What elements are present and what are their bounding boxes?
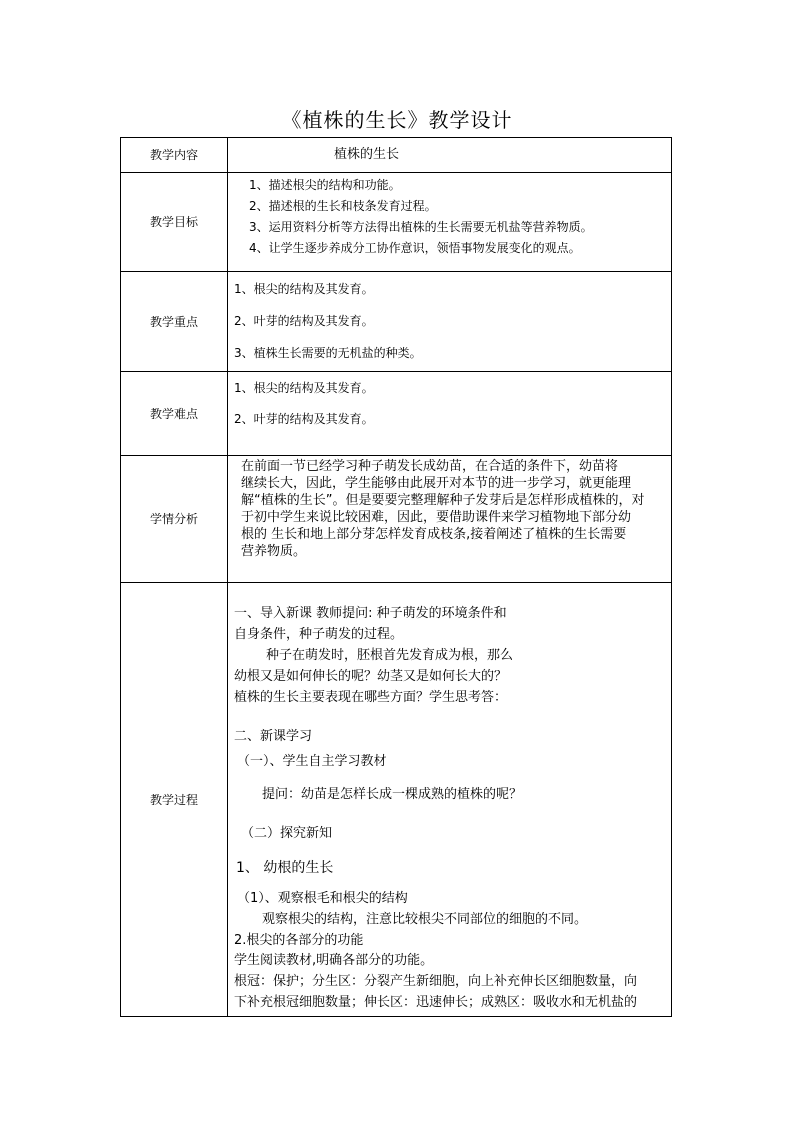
process-line: 幼根又是如何伸长的呢？幼茎又是如何长大的？: [234, 669, 508, 684]
process-line: 观察根尖的结构，注意比较根尖不同部位的细胞的不同。: [262, 912, 588, 927]
label-difficulties: 教学难点: [121, 372, 228, 456]
process-line: （二）探究新知: [241, 826, 333, 841]
analysis-cell: [228, 456, 672, 583]
label-goals: 教学目标: [121, 173, 228, 272]
analysis-line: 在前面一节已经学习种子萌发长成幼苗，在合适的条件下，幼苗将: [241, 459, 619, 474]
difficulty-item: 2、叶芽的结构及其发育。: [234, 412, 374, 426]
process-line: 一、导入新课 教师提问: 种子萌发的环境条件和: [234, 606, 507, 621]
content-text: 植株的生长: [334, 147, 400, 162]
process-line: 1、 幼根的生长: [236, 860, 334, 876]
difficulties-cell: [228, 372, 672, 456]
key-point-item: 2、叶芽的结构及其发育。: [234, 314, 374, 328]
goals-cell: [228, 173, 672, 272]
document-title: 《植株的生长》教学设计: [281, 108, 513, 132]
goal-item: 4、让学生逐步养成分工协作意识，领悟事物发展变化的观点。: [249, 241, 581, 255]
process-line: （一）、学生自主学习教材: [237, 754, 387, 769]
process-line: 二、新课学习: [234, 729, 313, 744]
row-process: [121, 583, 672, 1017]
row-analysis: [121, 456, 672, 583]
analysis-line: 于初中学生来说比较困难，因此，要借助课件来学习植物地下部分幼: [241, 510, 632, 525]
label-process: 教学过程: [121, 583, 228, 1017]
content-cell: [228, 138, 672, 173]
row-key-points: [121, 272, 672, 372]
analysis-line: 继续长大，因此，学生能够由此展开对本节的进一步学习，就更能理: [241, 476, 632, 491]
key-point-item: 1、根尖的结构及其发育。: [234, 282, 374, 296]
row-difficulties: [121, 372, 672, 456]
process-line: 学生阅读教材,明确各部分的功能。: [234, 953, 434, 968]
process-cell: [228, 583, 672, 1017]
process-line: 提问：幼苗是怎样长成一棵成熟的植株的呢？: [262, 787, 523, 802]
difficulty-item: 1、根尖的结构及其发育。: [234, 381, 374, 395]
analysis-line: 营养物质。: [241, 544, 307, 559]
goal-item: 3、运用资料分析等方法得出植株的生长需要无机盐等营养物质。: [249, 220, 593, 234]
label-content: 教学内容: [121, 138, 228, 173]
process-line: 下补充根冠细胞数量；伸长区：迅速伸长；成熟区：吸收水和无机盐的: [234, 995, 638, 1010]
key-point-item: 3、植株生长需要的无机盐的种类。: [234, 346, 422, 360]
analysis-line: 根的 生长和地上部分芽怎样发育成枝条,接着阐述了植株的生长需要: [241, 527, 627, 542]
goal-item: 1、描述根尖的结构和功能。: [249, 178, 401, 192]
process-line: （1）、观察根毛和根尖的结构: [237, 891, 408, 906]
goal-item: 2、描述根的生长和枝条发育过程。: [249, 199, 437, 213]
process-line: 2.根尖的各部分的功能: [234, 933, 364, 948]
label-key-points: 教学重点: [121, 272, 228, 372]
process-line: 植株的生长主要表现在哪些方面？学生思考答：: [234, 690, 508, 705]
lesson-plan-table: [120, 137, 672, 1017]
process-line: 根冠：保护；分生区：分裂产生新细胞，向上补充伸长区细胞数量，向: [234, 974, 638, 989]
process-line: 种子在萌发时，胚根首先发育成为根，那么: [266, 648, 514, 663]
process-line: 自身条件，种子萌发的过程。: [234, 627, 404, 642]
analysis-line: 解“植株的生长”。但是要要完整理解种子发芽后是怎样形成植株的，对: [241, 493, 645, 508]
label-analysis: 学情分析: [121, 456, 228, 583]
key-points-cell: [228, 272, 672, 372]
row-goals: [121, 173, 672, 272]
row-content: [121, 138, 672, 173]
